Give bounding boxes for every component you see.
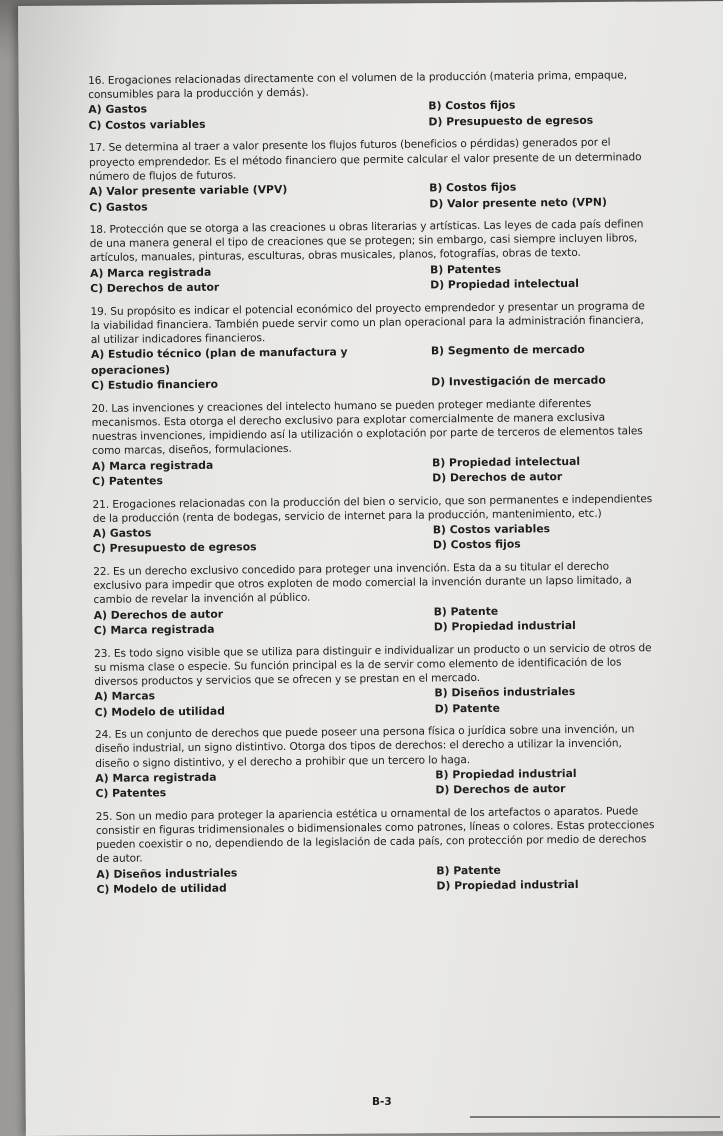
question-text: 17. Se determina al traer a valor presente los flujos futuros (beneficios o pérdidas) generados por el proyecto emprendedor. Es el método financiero que permite calcular el valor presente de un determinado número de flujos de futuros. — [88, 136, 642, 183]
answer-options — [90, 260, 650, 297]
option-b: B) Patente — [436, 863, 501, 877]
question-text: 20. Las invenciones y creaciones del intelecto humano se pueden proteger mediante diferentes mecanismos. Esta otorga el derecho exclusivo para explotar comercialmente de manera exclusiva nuestras invenciones, impidiendo así la utilización o explotación por parte de terceros de elementos tales como marcas, diseños, formulaciones. — [91, 397, 643, 458]
option-c: C) Modelo de utilidad — [96, 881, 227, 897]
answer-options — [96, 861, 656, 898]
question-text: 21. Erogaciones relacionadas con la producción del bien o servicio, que son permanentes e independientes de la producción (renta de bodegas, servicio de internet para la producción, mantenimiento, etc.) — [92, 492, 653, 525]
option-d: D) Investigación de mercado — [431, 373, 606, 389]
question-block — [96, 804, 657, 898]
option-a: A) Marca registrada — [95, 770, 217, 785]
option-b: B) Costos variables — [432, 522, 551, 537]
answer-options — [95, 765, 655, 802]
question-block — [92, 492, 653, 557]
option-a: A) Marcas — [94, 689, 156, 704]
answer-options — [89, 178, 649, 215]
answer-options — [92, 453, 652, 490]
option-b: B) Propiedad intelectual — [432, 454, 581, 469]
question-text: 16. Erogaciones relacionadas directamente con el volumen de la producción (materia prima, empaque, consumibles para la producción y demás). — [88, 69, 628, 102]
option-a: A) Gastos — [88, 102, 148, 117]
option-c: C) Gastos — [89, 199, 148, 214]
option-b: B) Costos fijos — [429, 180, 517, 195]
option-d: D) Costos fijos — [432, 537, 521, 552]
option-b: B) Patente — [433, 604, 499, 618]
option-c: C) Estudio financiero — [91, 377, 219, 393]
bottom-divider — [470, 1116, 720, 1118]
option-d: D) Valor presente neto (VPN) — [429, 195, 607, 210]
question-block — [88, 68, 649, 133]
option-b: B) Segmento de mercado — [430, 343, 585, 358]
question-block — [90, 299, 651, 394]
option-a: A) Derechos de autor — [93, 607, 224, 622]
exam-content — [88, 68, 657, 905]
option-d: D) Presupuesto de egresos — [428, 113, 594, 129]
option-c: C) Costos variables — [88, 117, 206, 132]
option-b: B) Patentes — [429, 262, 502, 277]
answer-options — [91, 341, 651, 393]
answer-options — [94, 683, 654, 720]
answer-options — [94, 602, 654, 639]
option-d: D) Propiedad industrial — [433, 618, 576, 634]
question-text: 22. Es un derecho exclusivo concedido para proteger una invención. Esta da a su titular el derecho exclusivo para impedir que otros exploten de modo comercial la invención durante un lapso limitado, a cambio de revelar la invención al público. — [93, 560, 632, 607]
option-b: B) Diseños industriales — [434, 685, 576, 700]
option-b: B) Costos fijos — [428, 98, 516, 113]
option-c: C) Modelo de utilidad — [94, 704, 225, 719]
option-d: D) Derechos de autor — [435, 782, 566, 797]
option-c: C) Patentes — [92, 474, 163, 489]
question-block — [94, 641, 655, 720]
question-block — [89, 136, 650, 215]
answer-options — [93, 520, 653, 557]
option-d: D) Patente — [434, 701, 500, 716]
question-block — [95, 722, 656, 801]
option-c: C) Derechos de autor — [90, 280, 220, 296]
option-d: D) Derechos de autor — [432, 470, 563, 485]
answer-options — [88, 97, 648, 134]
question-text: 24. Es un conjunto de derechos que puede poseer una persona física o jurídica sobre una invención, un diseño industrial, un signo distintivo. Otorga dos tipos de derechos: el derecho a utilizar la invención, diseño o signo distintivo, y el derecho a prohibir que un tercero lo haga. — [94, 723, 635, 770]
question-text: 19. Su propósito es indicar el potencial económico del proyecto emprendedor y presentar un programa de la viabilidad financiera. También puede servir como un plan operacional para la administración financiera, al utilizar indicadores financieros. — [90, 299, 645, 347]
option-b: B) Propiedad industrial — [435, 766, 577, 782]
option-a: A) Marca registrada — [90, 265, 212, 280]
option-a: A) Gastos — [92, 526, 152, 540]
option-c: C) Presupuesto de egresos — [92, 540, 257, 556]
question-block — [93, 559, 654, 638]
option-d: D) Propiedad intelectual — [430, 276, 579, 292]
question-text: 18. Protección que se otorga a las creaciones u obras literarias y artísticas. Las leyes de cada país definen de una manera general el tipo de creaciones que se protegen; sin embargo, casi siempre incluyen libros, artículos, manuales, pinturas, esculturas, obras musicales, planos, fotografías, obras de texto. — [89, 218, 644, 265]
option-d: D) Propiedad industrial — [436, 878, 579, 893]
question-text: 23. Es todo signo visible que se utiliza para distinguir e individualizar un producto o un servicio de otros de su misma clase o especie. Su función principal es la de servir como elemento de identificación de los diversos productos y servicios que se ofrecen y se prestan en el mercado. — [94, 641, 652, 688]
question-block — [90, 217, 651, 296]
option-a: A) Marca registrada — [92, 458, 214, 473]
option-c: C) Marca registrada — [93, 622, 215, 638]
option-a: A) Valor presente variable (VPV) — [89, 182, 288, 199]
option-c: C) Patentes — [95, 786, 167, 801]
question-block — [91, 396, 652, 490]
option-a: A) Estudio técnico (plan de manufactura y operaciones) — [90, 345, 348, 377]
page-number: B-3 — [372, 1096, 392, 1108]
option-a: A) Diseños industriales — [96, 866, 238, 881]
question-text: 25. Son un medio para proteger la apariencia estética u ornamental de los artefactos o aparatos. Puede consistir en figuras tridimensionales o bidimensionales como patrones, líneas o colores. Estas protecciones pueden coexistir o no, dependiendo de la legislación de cada país, con protección por medio de derechos de autor. — [95, 805, 655, 866]
